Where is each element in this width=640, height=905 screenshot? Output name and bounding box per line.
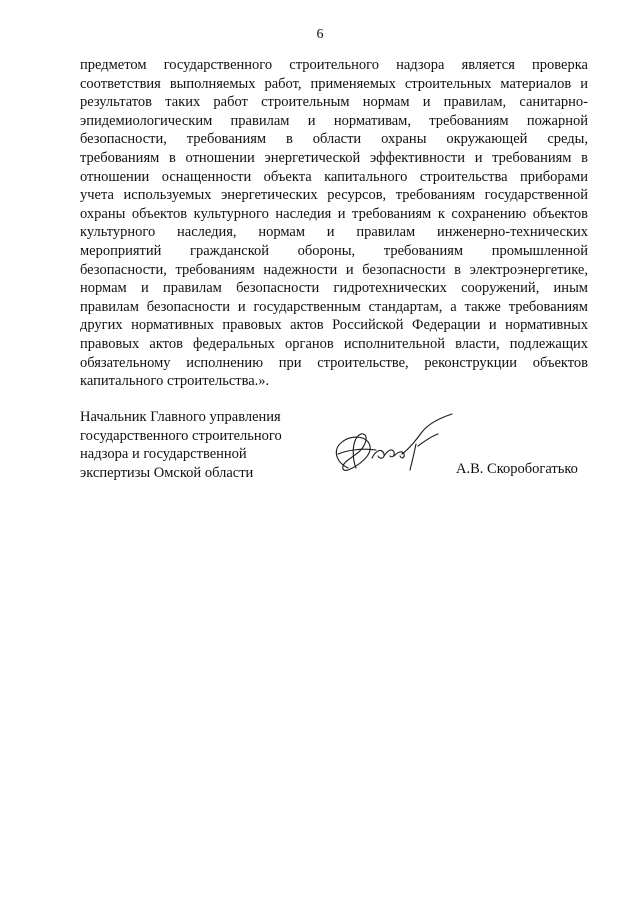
body-line: мероприятий гражданской обороны, требованиям промышленной (80, 242, 588, 259)
body-line: отношении оснащенности объекта капитального строительства приборами (80, 168, 588, 185)
body-line: учета используемых энергетических ресурсов, требованиям государственной (80, 187, 588, 204)
body-line: других нормативных правовых актов Российской Федерации и нормативных (80, 317, 588, 334)
body-line: безопасности, требованиям в области охраны окружающей среды, (80, 131, 588, 148)
signer-name: А.В. Скоробогатько (456, 461, 578, 477)
body-line: соответствия выполняемых работ, применяемых строительных материалов и (80, 75, 588, 92)
body-line: охраны объектов культурного наследия и требованиям к сохранению объектов (80, 205, 588, 222)
position-line: экспертизы Омской области (80, 464, 254, 481)
body-line: результатов таких работ строительным нормам и правилам, санитарно- (80, 94, 588, 111)
body-line: капитального строительства.». (80, 373, 270, 390)
position-line: Начальник Главного управления (80, 409, 281, 425)
position-line: надзора и государственной (80, 446, 247, 463)
handwritten-signature (318, 410, 478, 490)
body-line: правилам безопасности и государственным стандартам, а также требованиям (80, 298, 588, 315)
body-line: нормам и правилам безопасности гидротехнических сооружений, иным (80, 280, 588, 297)
page-number: 6 (316, 27, 324, 42)
position-line: государственного строительного (80, 427, 282, 444)
body-line: правовых актов федеральных органов исполнительной власти, подлежащих (80, 335, 588, 352)
body-line: обязательному исполнению при строительстве, реконструкции объектов (80, 354, 588, 371)
body-line: требованиям в отношении энергетической эффективности и требованиям в (80, 149, 588, 166)
signatory-position (80, 408, 282, 482)
body-line: предметом государственного строительного надзора является проверка (80, 57, 588, 73)
body-line: безопасности, требованиям надежности и безопасности в электроэнергетике, (80, 261, 588, 278)
body-line: культурного наследия, нормам и правилам инженерно-технических (80, 224, 588, 241)
body-paragraph (80, 56, 588, 391)
body-line: эпидемиологическим правилам и нормативам, требованиям пожарной (80, 112, 588, 129)
